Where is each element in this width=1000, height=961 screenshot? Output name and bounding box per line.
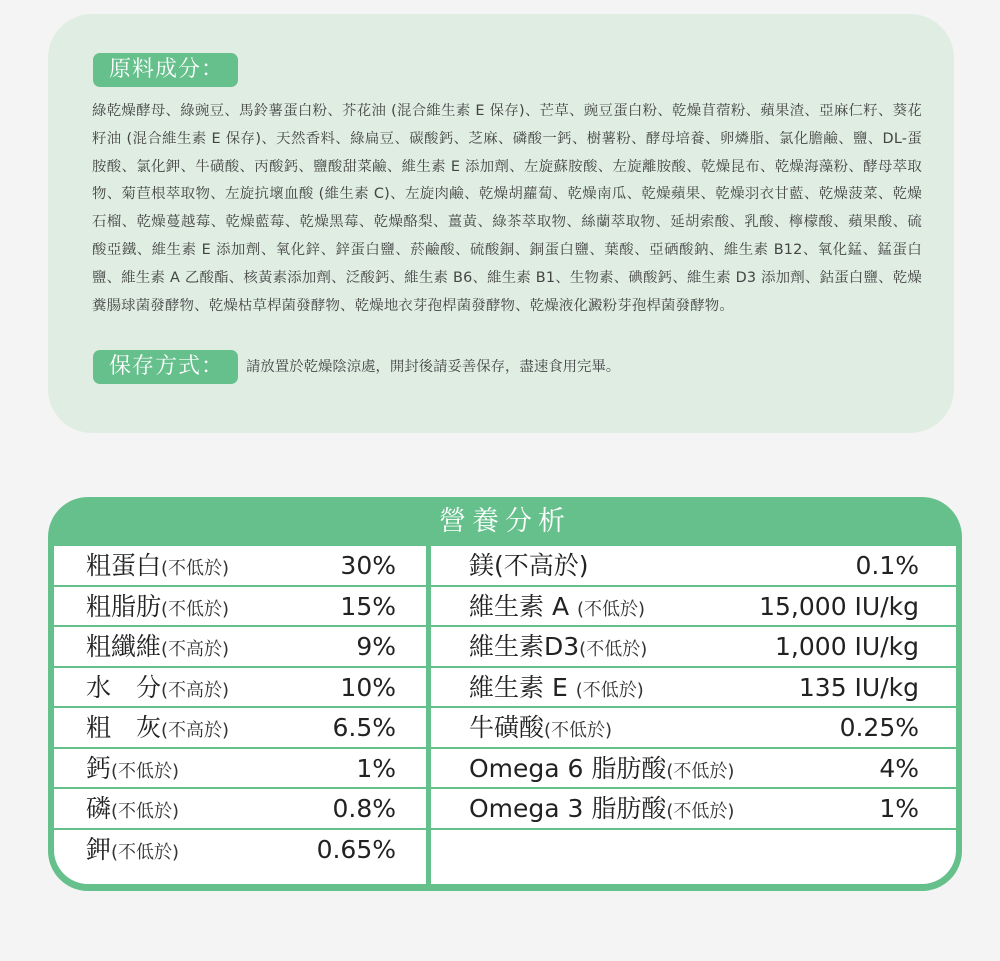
nutrient-qualifier: (不低於): [161, 558, 230, 579]
nutrient-name: [86, 749, 179, 792]
nutrition-title: 營養分析: [439, 506, 571, 537]
nutrient-label: 鎂(不高於): [469, 551, 589, 580]
nutrition-left-column: [54, 546, 426, 870]
nutrient-name: [469, 587, 645, 630]
table-row: [431, 627, 956, 668]
table-row: [54, 668, 426, 709]
nutrient-qualifier: (不高於): [161, 639, 230, 660]
nutrient-value: 9%: [356, 632, 396, 661]
table-row: [431, 587, 956, 628]
nutrient-qualifier: (不低於): [577, 598, 646, 620]
nutrient-value: 10%: [340, 672, 396, 702]
nutrient-qualifier: (不低於): [111, 841, 180, 863]
nutrient-label: 維生素D3: [469, 632, 580, 661]
table-row: [54, 830, 426, 871]
nutrition-right-column: [431, 546, 956, 870]
nutrient-value: 1,000 IU/kg: [775, 632, 919, 661]
nutrient-label: 水 分: [86, 672, 162, 702]
nutrient-label: 粗纖維: [86, 632, 162, 661]
nutrient-value: 0.65%: [316, 834, 396, 864]
ingredients-text: 綠乾燥酵母、綠豌豆、馬鈴薯蛋白粉、芥花油 (混合維生素 E 保存)、芒草、豌豆蛋白粉、乾燥苜蓿粉、蘋果渣、亞麻仁籽、葵花籽油 (混合維生素 E 保存)、天然香料、綠扁豆、碳酸鈣、芝麻、磷酸一鈣、樹薯粉、酵母培養、卵燐脂、氯化膽鹼、鹽、DL-蛋胺酸、氯化鉀、牛磺酸、丙酸鈣、鹽酸甜菜鹼、維生素 E 添加劑、左旋蘇胺酸、左旋離胺酸、乾燥昆布、乾燥海藻粉、酵母萃取物、菊苣根萃取物、左旋抗壞血酸 (維生素 C)、左旋肉鹼、乾燥胡蘿蔔、乾燥南瓜、乾燥蘋果、乾燥羽衣甘藍、乾燥菠菜、乾燥石榴、乾燥蔓越莓、乾燥藍莓、乾燥黑莓、乾燥酪梨、薑黃、綠茶萃取物、絲蘭萃取物、延胡索酸、乳酸、檸檬酸、蘋果酸、硫酸亞鐵、維生素 E 添加劑、氧化鋅、鋅蛋白鹽、菸鹼酸、硫酸銅、銅蛋白鹽、葉酸、亞硒酸鈉、維生素 B12、氧化錳、錳蛋白鹽、維生素 A 乙酸酯、核黃素添加劑、泛酸鈣、維生素 B6、維生素 B1、生物素、碘酸鈣、維生素 D3 添加劑、鈷蛋白鹽、乾燥糞腸球菌發酵物、乾燥枯草桿菌發酵物、乾燥地衣芽孢桿菌發酵物、乾燥液化澱粉芽孢桿菌發酵物。: [92, 103, 923, 314]
nutrition-table-body: [54, 546, 956, 884]
nutrient-value: 6.5%: [332, 713, 396, 742]
table-row: [54, 789, 426, 830]
nutrient-name: [86, 708, 229, 751]
nutrient-label: 粗脂肪: [86, 591, 162, 621]
nutrient-label: Omega 6 脂肪酸: [469, 753, 667, 783]
table-row: [54, 546, 426, 587]
nutrient-label: 鈣: [86, 753, 112, 783]
nutrient-qualifier: (不低於): [666, 760, 735, 782]
table-row-empty: [431, 830, 956, 871]
nutrient-name: [469, 546, 589, 589]
nutrient-qualifier: (不高於): [161, 720, 230, 741]
table-row: [54, 627, 426, 668]
nutrient-qualifier: (不低於): [111, 760, 180, 782]
nutrient-name: [469, 627, 647, 670]
ingredients-label: 原料成分：: [93, 53, 238, 87]
table-row: [431, 749, 956, 790]
nutrient-name: [469, 668, 644, 711]
nutrient-value: 0.8%: [332, 794, 396, 823]
nutrient-name: [469, 708, 612, 751]
nutrient-qualifier: (不低於): [161, 598, 230, 620]
nutrient-label: 鉀: [86, 834, 112, 864]
nutrient-qualifier: (不低於): [666, 801, 735, 822]
ingredients-card: [48, 14, 954, 433]
nutrient-value: 1%: [356, 753, 396, 783]
nutrient-qualifier: (不低於): [111, 801, 180, 822]
nutrient-value: 0.1%: [855, 551, 919, 580]
nutrient-label: 維生素 E: [469, 672, 576, 702]
table-row: [54, 587, 426, 628]
nutrient-name: [86, 587, 229, 630]
nutrition-table: [48, 497, 962, 891]
nutrient-label: 牛磺酸: [469, 713, 545, 742]
storage-text: 請放置於乾燥陰涼處，開封後請妥善保存，盡速食用完畢。: [246, 359, 621, 375]
nutrient-name: [469, 789, 734, 832]
nutrient-label: 維生素 A: [469, 591, 577, 621]
nutrient-label: 磷: [86, 794, 112, 823]
nutrient-name: [86, 830, 179, 873]
nutrient-qualifier: (不高於): [161, 679, 230, 701]
nutrient-label: Omega 3 脂肪酸: [469, 794, 667, 823]
nutrient-value: 135 IU/kg: [798, 672, 919, 702]
table-row: [431, 668, 956, 709]
table-row: [431, 789, 956, 830]
nutrient-value: 15,000 IU/kg: [759, 591, 919, 621]
nutrient-name: [86, 789, 179, 832]
table-row: [431, 708, 956, 749]
nutrient-label: 粗 灰: [86, 713, 162, 742]
nutrient-name: [86, 668, 229, 711]
table-row: [54, 749, 426, 790]
nutrient-value: 1%: [879, 794, 919, 823]
nutrient-qualifier: (不低於): [579, 639, 648, 660]
nutrient-value: 15%: [340, 591, 396, 621]
table-row: [54, 708, 426, 749]
nutrient-value: 30%: [340, 551, 396, 580]
storage-label: 保存方式：: [93, 350, 238, 384]
nutrient-value: 0.25%: [839, 713, 919, 742]
nutrient-qualifier: (不低於): [544, 720, 613, 741]
nutrient-name: [86, 627, 229, 670]
nutrient-label: 粗蛋白: [86, 551, 162, 580]
nutrient-qualifier: (不低於): [575, 679, 644, 701]
nutrient-value: 4%: [879, 753, 919, 783]
nutrient-name: [469, 749, 734, 792]
table-row: [431, 546, 956, 587]
nutrient-name: [86, 546, 229, 589]
